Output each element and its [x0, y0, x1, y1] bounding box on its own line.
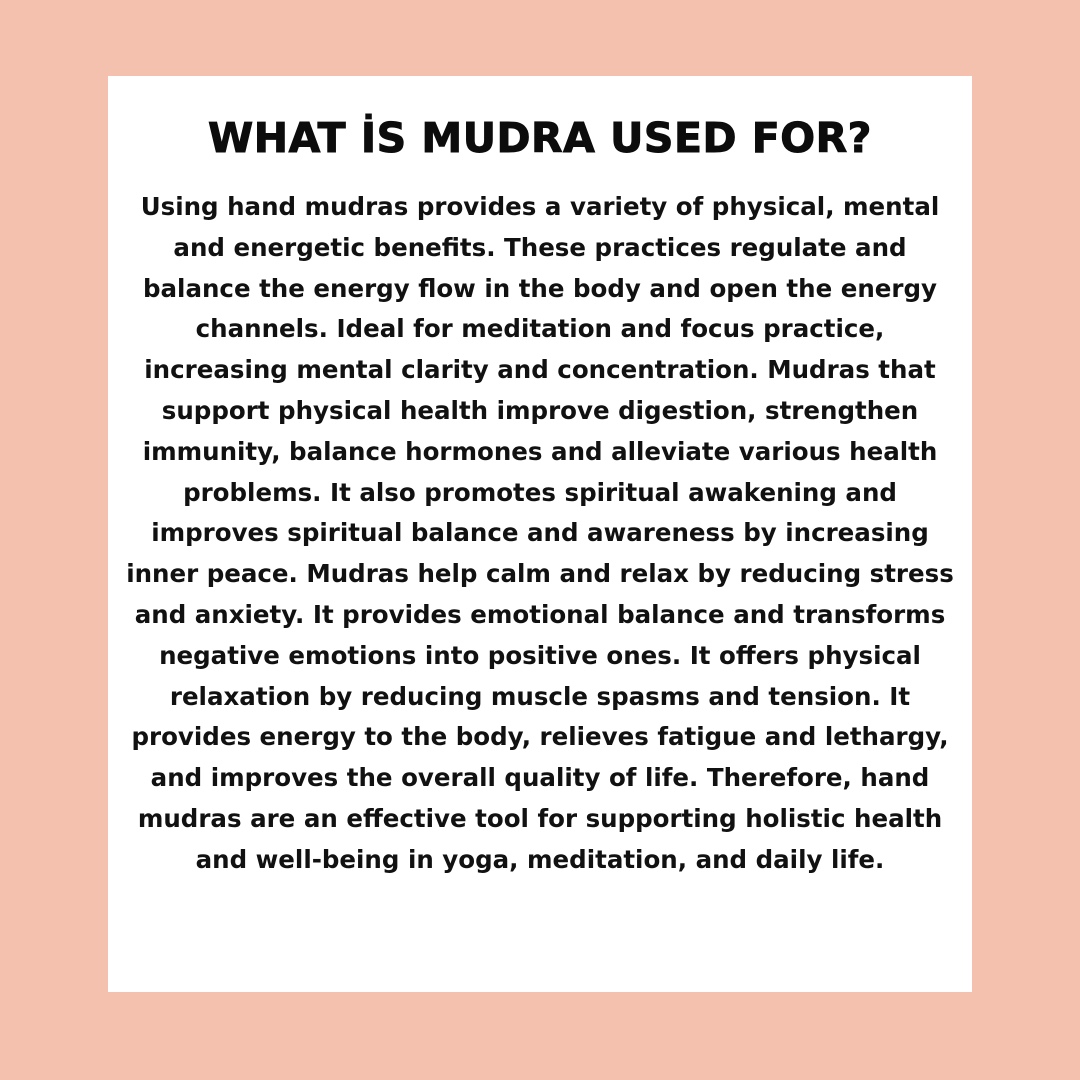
page-title: WHAT İS MUDRA USED FOR? [208, 114, 872, 162]
content-card [108, 76, 972, 992]
body-paragraph: Using hand mudras provides a variety of physical, mental and energetic benefits. These practices regulate and balance the energy flow in the body and open the energy channels. Ideal for meditation and focus practice, increasing mental clarity and concentration. Mudras that support physical health improve digestion, strengthen immunity, balance hormones and alleviate various health problems. It also promotes spiritual awakening and improves spiritual balance and awareness by increasing inner peace. Mudras help calm and relax by reducing stress and anxiety. It provides emotional balance and transforms negative emotions into positive ones. It offers physical relaxation by reducing muscle spasms and tension. It provides energy to the body, relieves fatigue and lethargy, and improves the overall quality of life. Therefore, hand mudras are an effective tool for supporting holistic health and well-being in yoga, meditation, and daily life. [126, 192, 954, 874]
